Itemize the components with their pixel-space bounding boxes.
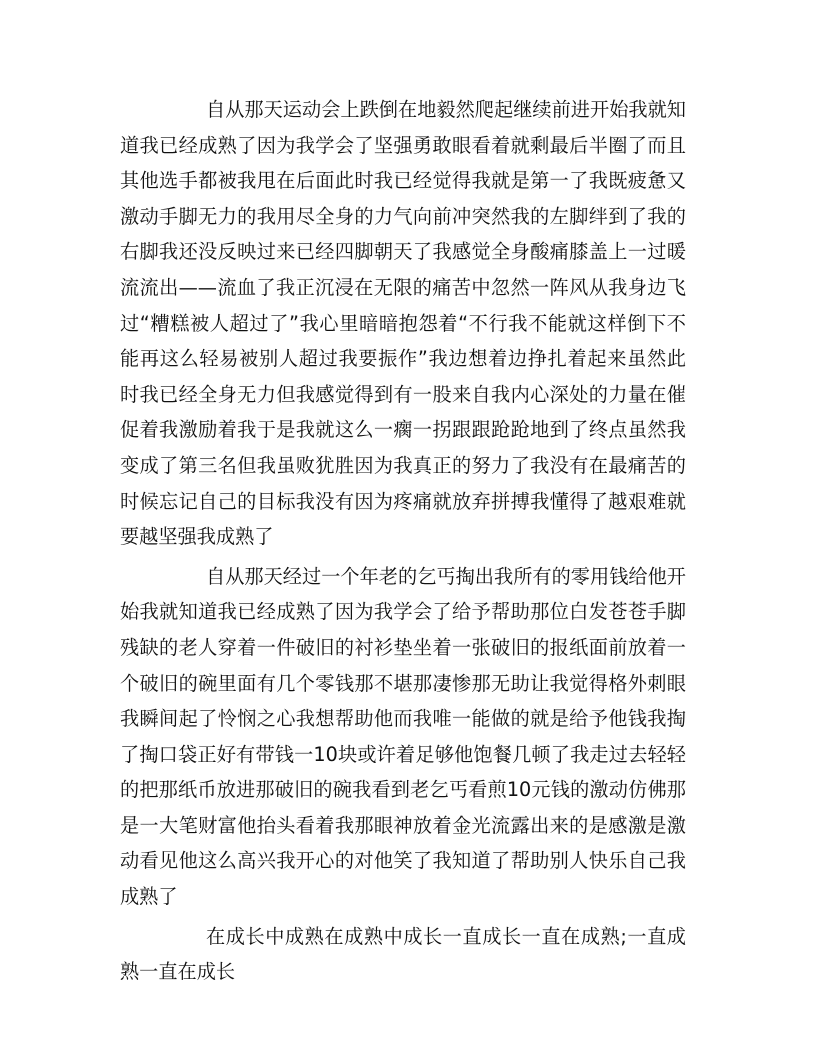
paragraph-conclusion: 在成长中成熟在成熟中成长一直成长一直在成熟;一直成熟一直在成长 — [120, 924, 686, 984]
paragraph-beggar: 自从那天经过一个年老的乞丐掏出我所有的零用钱给他开始我就知道我已经成熟了因为我学会了给予帮助那位白发苍苍手脚残缺的老人穿着一件破旧的衬衫垫坐着一张破旧的报纸面前放着一个破旧的碗里面有几个零钱那不堪那凄惨那无助让我觉得格外刺眼我瞬间起了怜悯之心我想帮助他而我唯一能做的就是给予他钱我掏了掏口袋正好有带钱一10块或许着足够他饱餐几顿了我走过去轻轻的把那纸币放进那破旧的碗我看到老乞丐看煎10元钱的激动仿佛那是一大笔财富他抬头看着我那眼神放着金光流露出来的是感激是激动看见他这么高兴我开心的对他笑了我知道了帮助别人快乐自己我成熟了 — [120, 564, 686, 909]
paragraph-sports-day: 自从那天运动会上跌倒在地毅然爬起继续前进开始我就知道我已经成熟了因为我学会了坚强勇敢眼看着就剩最后半圈了而且其他选手都被我甩在后面此时我已经觉得我就是第一了我既疲惫又激动手脚无力的我用尽全身的力气向前冲突然我的左脚绊到了我的右脚我还没反映过来已经四脚朝天了我感觉全身酸痛膝盖上一过暖流流出——流血了我正沉浸在无限的痛苦中忽然一阵风从我身边飞过“糟糕被人超过了”我心里暗暗抱怨着“不行我不能就这样倒下不能再这么轻易被别人超过我要振作”我边想着边挣扎着起来虽然此时我已经全身无力但我感觉得到有一股来自我内心深处的力量在催促着我激励着我于是我就这么一瘸一拐跟跟跄跄地到了终点虽然我变成了第三名但我虽败犹胜因为我真正的努力了我没有在最痛苦的时候忘记自己的目标我没有因为疼痛就放弃拼搏我懂得了越艰难就要越坚强我成熟了 — [120, 98, 686, 549]
essay-body — [120, 92, 686, 994]
